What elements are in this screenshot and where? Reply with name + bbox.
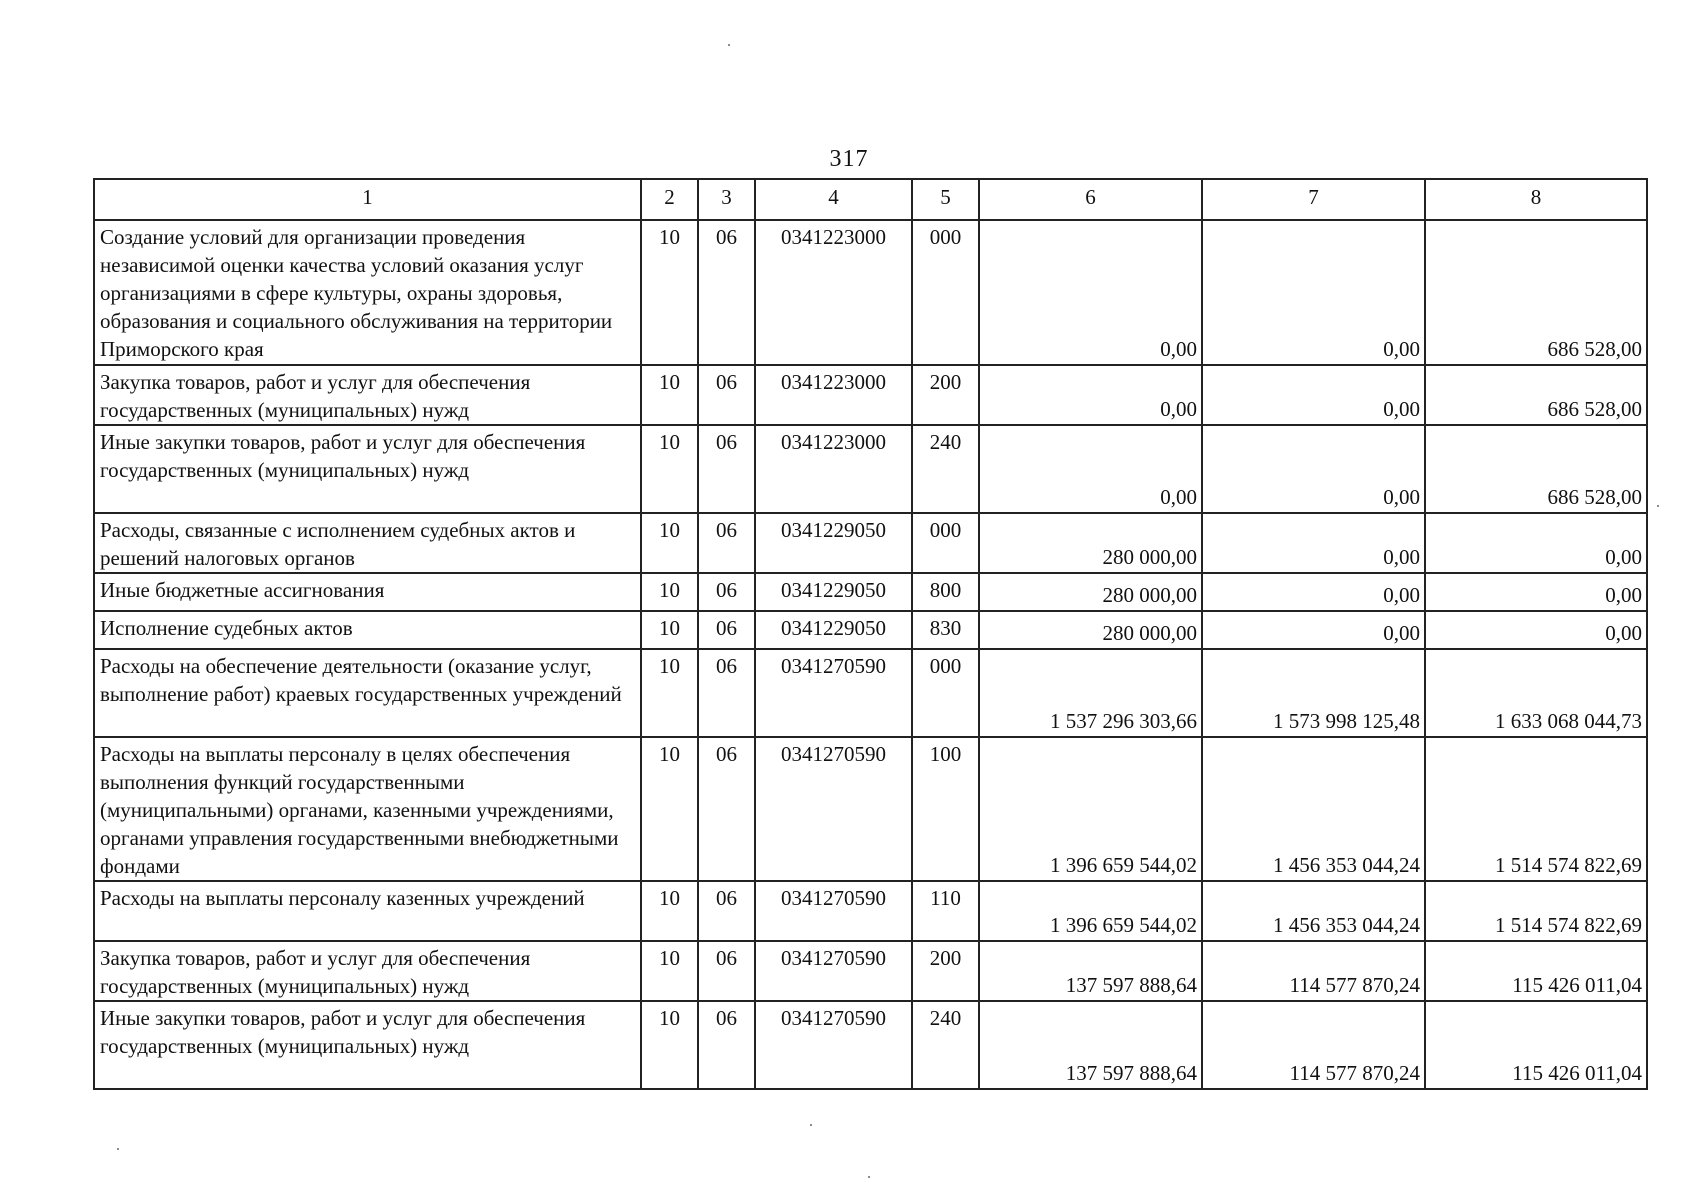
page-number: 317: [829, 146, 869, 172]
amount-col-7: 0,00: [1202, 611, 1425, 649]
table-row: [94, 1001, 1647, 1089]
target-article-code: 0341223000: [755, 220, 912, 365]
amount-col-6: 280 000,00: [979, 611, 1202, 649]
subsection-code: 06: [698, 941, 755, 1001]
amount-col-7: 1 573 998 125,48: [1202, 649, 1425, 737]
subsection-code: 06: [698, 425, 755, 513]
subsection-code: 06: [698, 365, 755, 425]
amount-col-6: 1 537 296 303,66: [979, 649, 1202, 737]
table-row: [94, 881, 1647, 941]
target-article-code: 0341270590: [755, 737, 912, 881]
header-cell-5: 5: [912, 179, 979, 220]
scan-speck: [868, 1176, 870, 1178]
expense-type-code: 800: [912, 573, 979, 611]
subsection-code: 06: [698, 611, 755, 649]
amount-col-7: 0,00: [1202, 365, 1425, 425]
section-code: 10: [641, 573, 698, 611]
table-header: [94, 179, 1647, 220]
expense-name: Расходы, связанные с исполнением судебных актов и решений налоговых органов: [94, 513, 641, 573]
expense-type-code: 000: [912, 513, 979, 573]
section-code: 10: [641, 365, 698, 425]
scan-speck: [117, 1148, 119, 1150]
expense-name: Иные закупки товаров, работ и услуг для обеспечения государственных (муниципальных) нужд: [94, 1001, 641, 1089]
amount-col-6: 0,00: [979, 220, 1202, 365]
table-row: [94, 425, 1647, 513]
target-article-code: 0341270590: [755, 1001, 912, 1089]
target-article-code: 0341229050: [755, 611, 912, 649]
table-row: [94, 513, 1647, 573]
expense-type-code: 000: [912, 220, 979, 365]
expense-name: Иные закупки товаров, работ и услуг для обеспечения государственных (муниципальных) нужд: [94, 425, 641, 513]
amount-col-7: 0,00: [1202, 220, 1425, 365]
amount-col-8: 686 528,00: [1425, 220, 1647, 365]
amount-col-8: 0,00: [1425, 611, 1647, 649]
table-row: [94, 611, 1647, 649]
table-row: [94, 649, 1647, 737]
section-code: 10: [641, 881, 698, 941]
target-article-code: 0341223000: [755, 425, 912, 513]
amount-col-7: 1 456 353 044,24: [1202, 881, 1425, 941]
subsection-code: 06: [698, 573, 755, 611]
amount-col-7: 0,00: [1202, 573, 1425, 611]
amount-col-8: 0,00: [1425, 513, 1647, 573]
expense-type-code: 200: [912, 941, 979, 1001]
expense-name: Расходы на выплаты персоналу казенных учреждений: [94, 881, 641, 941]
subsection-code: 06: [698, 1001, 755, 1089]
header-cell-8: 8: [1425, 179, 1647, 220]
subsection-code: 06: [698, 881, 755, 941]
target-article-code: 0341270590: [755, 941, 912, 1001]
section-code: 10: [641, 513, 698, 573]
header-cell-3: 3: [698, 179, 755, 220]
section-code: 10: [641, 611, 698, 649]
header-cell-1: 1: [94, 179, 641, 220]
header-cell-6: 6: [979, 179, 1202, 220]
amount-col-8: 1 514 574 822,69: [1425, 737, 1647, 881]
target-article-code: 0341270590: [755, 881, 912, 941]
subsection-code: 06: [698, 649, 755, 737]
amount-col-6: 0,00: [979, 425, 1202, 513]
amount-col-8: 0,00: [1425, 573, 1647, 611]
target-article-code: 0341229050: [755, 513, 912, 573]
section-code: 10: [641, 1001, 698, 1089]
table-row: [94, 220, 1647, 365]
subsection-code: 06: [698, 220, 755, 365]
amount-col-8: 686 528,00: [1425, 365, 1647, 425]
expense-type-code: 240: [912, 425, 979, 513]
expense-name: Иные бюджетные ассигнования: [94, 573, 641, 611]
target-article-code: 0341229050: [755, 573, 912, 611]
amount-col-8: 1 514 574 822,69: [1425, 881, 1647, 941]
scan-speck: [728, 44, 730, 46]
expense-type-code: 000: [912, 649, 979, 737]
expense-name: Создание условий для организации проведения независимой оценки качества условий оказания услуг организациями в сфере культуры, охраны здоровья, образования и социального обслуживания на территории Приморского края: [94, 220, 641, 365]
amount-col-6: 1 396 659 544,02: [979, 881, 1202, 941]
expense-name: Исполнение судебных актов: [94, 611, 641, 649]
amount-col-7: 114 577 870,24: [1202, 941, 1425, 1001]
subsection-code: 06: [698, 737, 755, 881]
header-row: [94, 179, 1647, 220]
table-row: [94, 573, 1647, 611]
expense-type-code: 830: [912, 611, 979, 649]
amount-col-6: 280 000,00: [979, 513, 1202, 573]
amount-col-7: 0,00: [1202, 513, 1425, 573]
amount-col-6: 280 000,00: [979, 573, 1202, 611]
section-code: 10: [641, 220, 698, 365]
amount-col-7: 114 577 870,24: [1202, 1001, 1425, 1089]
section-code: 10: [641, 649, 698, 737]
subsection-code: 06: [698, 513, 755, 573]
header-cell-2: 2: [641, 179, 698, 220]
amount-col-6: 137 597 888,64: [979, 1001, 1202, 1089]
expense-type-code: 200: [912, 365, 979, 425]
header-cell-4: 4: [755, 179, 912, 220]
amount-col-8: 686 528,00: [1425, 425, 1647, 513]
table-row: [94, 941, 1647, 1001]
amount-col-6: 1 396 659 544,02: [979, 737, 1202, 881]
header-cell-7: 7: [1202, 179, 1425, 220]
section-code: 10: [641, 737, 698, 881]
amount-col-7: 0,00: [1202, 425, 1425, 513]
amount-col-7: 1 456 353 044,24: [1202, 737, 1425, 881]
budget-table: [93, 178, 1648, 1090]
expense-name: Закупка товаров, работ и услуг для обеспечения государственных (муниципальных) нужд: [94, 365, 641, 425]
target-article-code: 0341270590: [755, 649, 912, 737]
scan-speck: [1657, 505, 1659, 507]
amount-col-8: 115 426 011,04: [1425, 1001, 1647, 1089]
amount-col-6: 0,00: [979, 365, 1202, 425]
table-body: [94, 220, 1647, 1089]
expense-name: Закупка товаров, работ и услуг для обеспечения государственных (муниципальных) нужд: [94, 941, 641, 1001]
expense-type-code: 240: [912, 1001, 979, 1089]
expense-name: Расходы на обеспечение деятельности (оказание услуг, выполнение работ) краевых государственных учреждений: [94, 649, 641, 737]
scan-speck: [810, 1124, 812, 1126]
section-code: 10: [641, 425, 698, 513]
expense-type-code: 100: [912, 737, 979, 881]
amount-col-6: 137 597 888,64: [979, 941, 1202, 1001]
section-code: 10: [641, 941, 698, 1001]
table-row: [94, 737, 1647, 881]
expense-name: Расходы на выплаты персоналу в целях обеспечения выполнения функций государственными (муниципальными) органами, казенными учреждениями, органами управления государственными внебюджетными фондами: [94, 737, 641, 881]
expense-type-code: 110: [912, 881, 979, 941]
amount-col-8: 1 633 068 044,73: [1425, 649, 1647, 737]
target-article-code: 0341223000: [755, 365, 912, 425]
amount-col-8: 115 426 011,04: [1425, 941, 1647, 1001]
table-row: [94, 365, 1647, 425]
